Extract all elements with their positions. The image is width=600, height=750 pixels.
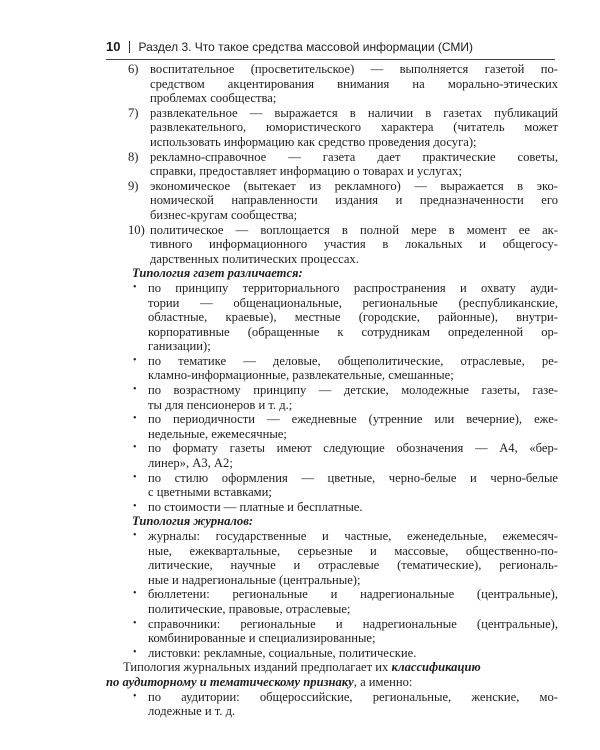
list-item-line: тории — общенациональные, региональные (республиканские, <box>148 295 558 310</box>
functions-list <box>106 62 558 266</box>
heading-magazine-typology: Типология журналов: <box>132 514 254 529</box>
list-item-line: ты для пенсионеров и т. д.; <box>148 397 293 412</box>
list-item-line: экономическое (вытекает из рекламного) — выражается в эко- <box>150 178 558 193</box>
header-separator <box>129 41 130 53</box>
paragraph-line <box>106 660 558 675</box>
page-number: 10 <box>106 39 121 54</box>
list-item-line: журналы: государственные и частные, еженедельные, ежемесяч- <box>148 529 558 543</box>
bullet-icon: • <box>133 588 137 600</box>
list-item-line: линер», А3, А2; <box>148 456 233 471</box>
numbered-list-item <box>106 150 558 179</box>
running-header <box>106 39 566 55</box>
bullet-list-item <box>106 646 558 661</box>
list-item-line: ные, ежеквартальные, серьезные и массовые, общественно-по- <box>148 543 558 558</box>
list-item-line: ные и надрегиональные (центральные); <box>148 572 361 587</box>
bullet-icon: • <box>133 500 137 512</box>
list-item-line: бизнес-кругам сообщества; <box>150 207 298 222</box>
numbered-list-item <box>106 223 558 267</box>
bullet-list-item <box>106 587 558 616</box>
list-item-line: литические, научные и отраслевые (тематические), региональ- <box>148 558 558 573</box>
text-run: Типология журнальных изданий предполагает их <box>123 660 392 675</box>
bullet-list-item <box>106 529 558 587</box>
heading-newspaper-typology: Типология газет различается: <box>132 266 303 281</box>
bullet-icon: • <box>133 442 137 454</box>
list-item-line: комбинированные и специализированные; <box>148 631 376 646</box>
list-item-line: рекламно-справочное — газета дает практические советы, <box>150 149 558 164</box>
list-item-line: номической направленности издания и предназначенности его <box>150 193 558 208</box>
numbered-list-item <box>106 62 558 106</box>
bullet-list-item <box>106 281 558 354</box>
header-rule <box>106 59 555 60</box>
bullet-list-item <box>106 354 558 383</box>
list-item-line: развлекательного, юмористического характера (читатель может <box>150 120 558 135</box>
list-item-line: по аудитории: общероссийские, региональные, женские, мо- <box>148 689 558 704</box>
bullet-icon: • <box>133 646 137 658</box>
audience-list <box>106 690 558 719</box>
list-item-line: по тематике — деловые, общеполитические, отраслевые, ре- <box>148 353 558 368</box>
bullet-list-item <box>106 500 558 515</box>
bullet-icon: • <box>133 690 137 702</box>
list-item-line: политические, правовые, отраслевые; <box>148 601 351 616</box>
list-item-line: справки, предоставляет информацию о товарах и услугах; <box>150 164 462 179</box>
text-run: , а именно: <box>353 674 413 689</box>
bullet-icon: • <box>133 384 137 396</box>
numbered-list-item <box>106 106 558 150</box>
closing-paragraph <box>106 660 558 689</box>
bullet-icon: • <box>133 354 137 366</box>
list-item-line: по формату газеты имеют следующие обозначения — А4, «бер- <box>148 441 558 456</box>
body-text <box>106 62 558 719</box>
list-item-line: корпоративные (обращенные к сотрудникам определенной ор- <box>148 324 558 339</box>
bullet-icon: • <box>133 471 137 483</box>
list-item-line: дарственных политических процессах. <box>150 251 359 266</box>
list-item-line: по принципу территориального распространения и охвату ауди- <box>148 280 558 295</box>
section-title: Раздел 3. Что такое средства массовой информации (СМИ) <box>138 40 474 54</box>
list-item-line: проблемах сообщества; <box>150 91 277 106</box>
list-item-line: развлекательное — выражается в наличии в газетах публикаций <box>150 105 558 120</box>
bullet-icon: • <box>133 617 137 629</box>
emphasis-text: классификацию <box>391 660 481 675</box>
list-item-line: политическое — воплощается в полной мере в момент ее ак- <box>150 222 558 237</box>
bullet-icon: • <box>133 530 137 541</box>
list-item-line: кламно-информационные, развлекательные, смешанные; <box>148 368 454 383</box>
list-item-line: бюллетени: региональные и надрегиональные (центральные), <box>148 587 558 602</box>
list-item-line: использовать информацию как средство проведения досуга); <box>150 134 477 149</box>
list-number: 7) <box>128 105 139 120</box>
bullet-list-item <box>106 412 558 441</box>
bullet-list-item <box>106 441 558 470</box>
list-item-line: листовки: рекламные, социальные, политические. <box>148 645 417 660</box>
list-item-line: средством акцентирования внимания на морально-этических <box>150 76 558 91</box>
list-number: 6) <box>128 62 139 76</box>
list-item-line: справочники: региональные и надрегиональные (центральные), <box>148 616 558 631</box>
list-item-line: по возрастному принципу — детские, молодежные газеты, газе- <box>148 383 558 398</box>
magazine-typology-list <box>106 529 558 660</box>
newspaper-typology-list <box>106 281 558 515</box>
list-item-line: по периодичности — ежедневные (утренние или вечерние), еже- <box>148 412 558 427</box>
list-item-line: с цветными вставками; <box>148 485 272 500</box>
emphasis-text: по аудиторному и тематическому признаку <box>106 674 354 689</box>
list-number: 10) <box>128 222 145 237</box>
list-item-line: областные, краевые), местные (городские, районные), внутри- <box>148 310 558 325</box>
bullet-icon: • <box>133 413 137 425</box>
paragraph-line <box>106 675 558 690</box>
bullet-list-item <box>106 383 558 412</box>
list-item-line: по стоимости — платные и бесплатные. <box>148 499 363 514</box>
bullet-list-item <box>106 617 558 646</box>
numbered-list-item <box>106 179 558 223</box>
list-item-line: ганизации); <box>148 339 211 354</box>
list-item-line: по стилю оформления — цветные, черно-белые и черно-белые <box>148 470 558 485</box>
list-item-line: воспитательное (просветительское) — выполняется газетой по- <box>150 62 558 76</box>
list-item-line: тивного информационного участия в локальных и общегосу- <box>150 237 558 252</box>
bullet-list-item <box>106 690 558 719</box>
list-number: 9) <box>128 178 139 193</box>
list-item-line: лодежные и т. д. <box>148 704 236 719</box>
list-number: 8) <box>128 149 139 164</box>
bullet-icon: • <box>133 281 137 293</box>
bullet-list-item <box>106 471 558 500</box>
list-item-line: недельные, ежемесячные; <box>148 426 287 441</box>
